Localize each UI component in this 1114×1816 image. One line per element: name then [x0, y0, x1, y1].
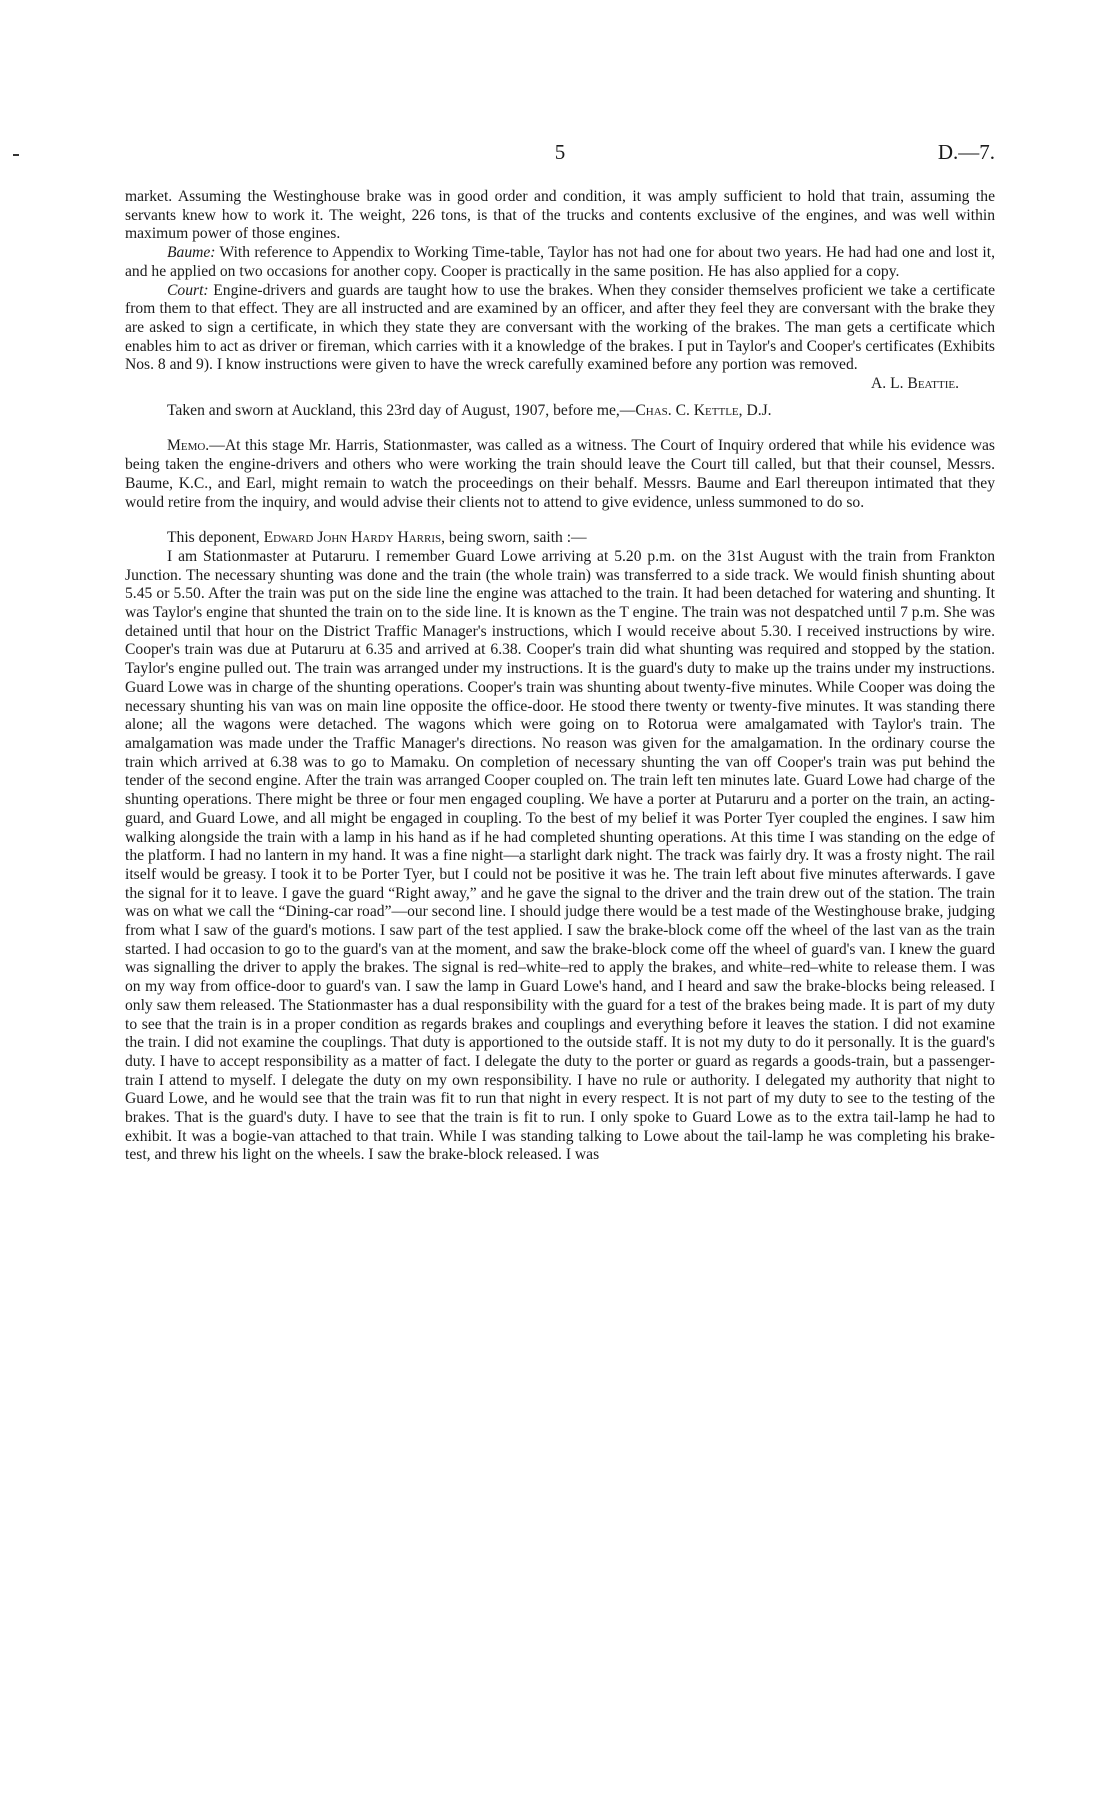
sworn-suffix: , D.J.	[738, 401, 772, 419]
margin-mark	[13, 154, 19, 156]
document-reference: D.—7.	[937, 140, 995, 164]
paragraph-court	[125, 282, 995, 376]
speaker-baume: Baume:	[167, 244, 216, 262]
paragraph-baume	[125, 244, 995, 281]
memo-text: —At this stage Mr. Harris, Stationmaster, was called as a witness. The Court of Inquiry ordered that while his evidence was being taken the engine-drivers and others who were working the train should leave the Court till called, but that their counsel, Messrs. Baume, K.C., and Earl, might remain to watch the proceedings on their behalf. Messrs. Baume and Earl thereupon intimated that they would retire from the inquiry, and would advise their clients not to attend to give evidence, unless summoned to do so.	[125, 437, 995, 511]
spacer	[125, 394, 995, 402]
memo-label: Memo.	[167, 437, 210, 455]
magistrate-name: Chas. C. Kettle	[635, 401, 739, 419]
sworn-text: Taken and sworn at Auckland, this 23rd day of August, 1907, before me,—	[167, 401, 636, 419]
deponent-suffix: , being sworn, saith :—	[441, 529, 587, 547]
deponent-line	[125, 529, 995, 548]
memo-paragraph	[125, 437, 995, 512]
body-text	[125, 188, 995, 1165]
spacer	[125, 512, 995, 529]
paragraph-market: market. Assuming the Westinghouse brake was in good order and condition, it was amply sufficient to hold that train, assuming the servants knew how to work it. The weight, 226 tons, is that of the trucks and contents exclusive of the engines, and was well within maximum power of those engines.	[125, 188, 995, 243]
spacer	[125, 420, 995, 437]
court-text: Engine-drivers and guards are taught how to use the brakes. When they consider themselves proficient we take a certificate from them to that effect. They are all instructed and are examined by an officer, and after they feel they are conversant with the brake they are asked to sign a certificate, in which they state they are conversant with the working of the brakes. The man gets a certificate which enables him to act as driver or fireman, which carries with it a knowledge of the brakes. I put in Taylor's and Cooper's certificates (Exhibits Nos. 8 and 9). I know instructions were given to have the wreck carefully examined before any portion was removed.	[125, 281, 995, 374]
deponent-name: Edward John Hardy Harris	[263, 529, 442, 547]
evidence-paragraph: I am Stationmaster at Putaruru. I remember Guard Lowe arriving at 5.20 p.m. on the 31st August with the train from Frankton Junction. The necessary shunting was done and the train (the whole train) was transferred to a side track. We would finish shunting about 5.45 or 5.50. After the train was put on the side line the engine was attached to the train. It had been detached for watering and shunting. It was Taylor's engine that shunted the train on to the side line. It is known as the T engine. The train was not despatched until 7 p.m. She was detained until that hour on the District Traffic Manager's instructions, which I would receive about 5.30. I received instructions by wire. Cooper's train was due at Putaruru at 6.35 and arrived at 6.38. Cooper's train did what shunting was required and stopped by the station. Taylor's engine pulled out. The train was arranged under my instructions. It is the guard's duty to make up the trains under my instructions. Guard Lowe was in charge of the shunting operations. Cooper's train was shunting about twenty-five minutes. While Cooper was doing the necessary shunting his van was on main line opposite the office-door. He stood there twenty or twenty-five minutes. It was standing there alone; all the wagons were detached. The wagons which were going on to Rotorua were amalgamated with Taylor's train. The amalgamation was made under the Traffic Manager's directions. No reason was given for the amalgamation. In the ordinary course the train which arrived at 6.38 was to go to Mamaku. On completion of necessary shunting the van off Cooper's train was put behind the tender of the second engine. After the train was arranged Cooper coupled on. The train left ten minutes late. Guard Lowe had charge of the shunting operations. There might be three or four men engaged coupling. We have a porter at Putaruru and a porter on the train, an acting-guard, and Guard Lowe, and all might be engaged in coupling. To the best of my belief it was Porter Tyer coupled the engines. I saw him walking alongside the train with a lamp in his hand as if he had completed shunting operations. At this time I was standing on the edge of the platform. I had no lantern in my hand. It was a fine night—a starlight dark night. The track was fairly dry. It was a frosty night. The rail itself would be greasy. I took it to be Porter Tyer, but I could not be positive it was he. The train left about five minutes afterwards. I gave the signal for it to leave. I gave the guard “Right away,” and he gave the signal to the driver and the train drew out of the station. The train was on what we call the “Dining-car road”—our second line. I should judge there would be a test made of the Westinghouse brake, judging from what I saw of the guard's motions. I saw part of the test applied. I saw the brake-block come off the wheel of the last van as the train started. I had occasion to go to the guard's van at the moment, and saw the brake-block come off the wheel of guard's van. I knew the guard was signalling the driver to apply the brakes. The signal is red–white–red to apply the brakes, and white–red–white to release them. I was on my way from office-door to guard's van. I saw the lamp in Guard Lowe's hand, and I heard and saw the brake-blocks being released. I only saw them released. The Stationmaster has a dual responsibility with the guard for a test of the brakes being made. It is part of my duty to see that the train is in a proper condition as regards brakes and couplings and everything before it leaves the station. I did not examine the train. I did not examine the couplings. That duty is apportioned to the outside staff. It is not my duty to do it personally. It is the guard's duty. I have to accept responsibility as a matter of fact. I delegate the duty to the porter or guard as regards a goods-train, but a passenger-train I attend to myself. I delegate the duty on my own responsibility. I have no rule or authority. I delegated my authority that night to Guard Lowe, and he would see that the train was fit to run that night in every respect. It is not part of my duty to see to the testing of the brakes. That is the guard's duty. I have to see that the train is fit to run. I only spoke to Guard Lowe as to the extra tail-lamp he had to exhibit. It was a bogie-van attached to that train. While I was standing talking to Lowe about the tail-lamp he was completing his brake-test, and threw his light on the wheels. I saw the brake-block released. I was	[125, 547, 995, 1164]
baume-text: With reference to Appendix to Working Time-table, Taylor has not had one for about two years. He had had one and lost it, and he applied on two occasions for another copy. Cooper is practically in the same position. He has also applied for a copy.	[125, 244, 995, 280]
sworn-statement	[125, 402, 995, 421]
signature-beattie: A. L. Beattie.	[871, 375, 959, 393]
speaker-court: Court:	[167, 281, 209, 299]
deponent-prefix: This deponent,	[167, 529, 264, 547]
page-number: 5	[554, 140, 566, 164]
